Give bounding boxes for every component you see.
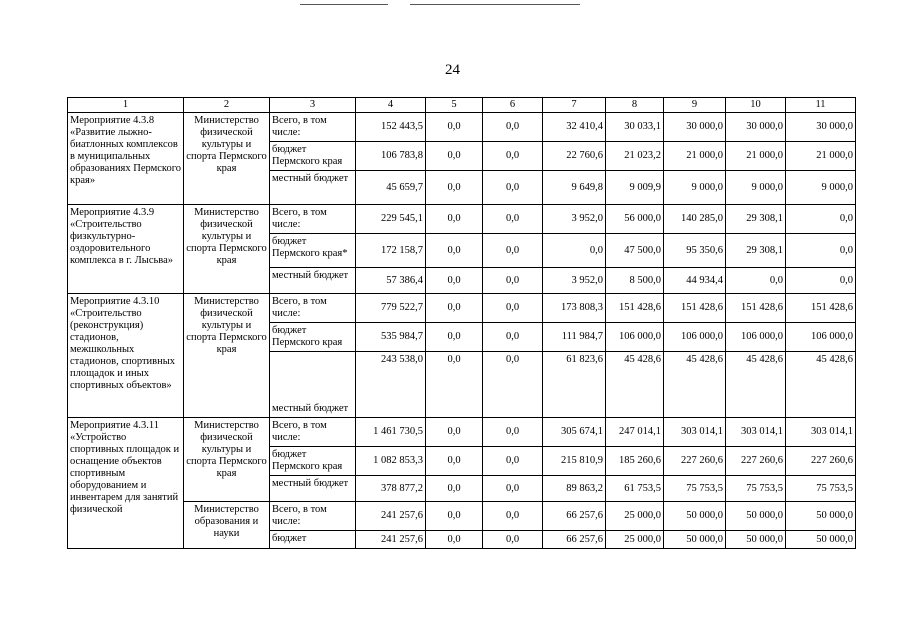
amount-cell: 151 428,6 bbox=[786, 294, 856, 323]
amount-cell: 66 257,6 bbox=[543, 502, 606, 531]
amount-cell: 151 428,6 bbox=[664, 294, 726, 323]
header-cell: 8 bbox=[606, 98, 664, 113]
header-cell: 4 bbox=[356, 98, 426, 113]
funding-source-cell: Всего, в том числе: bbox=[270, 294, 356, 323]
amount-cell: 22 760,6 bbox=[543, 142, 606, 171]
table-row bbox=[68, 294, 856, 323]
amount-cell: 0,0 bbox=[426, 113, 483, 142]
table-row bbox=[68, 418, 856, 447]
amount-cell: 303 014,1 bbox=[726, 418, 786, 447]
amount-cell: 106 000,0 bbox=[606, 323, 664, 352]
amount-cell: 1 082 853,3 bbox=[356, 447, 426, 476]
amount-cell: 215 810,9 bbox=[543, 447, 606, 476]
amount-cell: 0,0 bbox=[426, 234, 483, 268]
amount-cell: 21 023,2 bbox=[606, 142, 664, 171]
amount-cell: 50 000,0 bbox=[786, 531, 856, 549]
amount-cell: 0,0 bbox=[483, 476, 543, 502]
amount-cell: 229 545,1 bbox=[356, 205, 426, 234]
table-row bbox=[68, 502, 856, 531]
funding-source-cell: Всего, в том числе: bbox=[270, 113, 356, 142]
amount-cell: 44 934,4 bbox=[664, 268, 726, 294]
amount-cell: 151 428,6 bbox=[726, 294, 786, 323]
funding-source-cell: местный бюджет bbox=[270, 171, 356, 205]
amount-cell: 0,0 bbox=[483, 447, 543, 476]
amount-cell: 32 410,4 bbox=[543, 113, 606, 142]
table-row bbox=[68, 205, 856, 234]
amount-cell: 1 461 730,5 bbox=[356, 418, 426, 447]
executor-cell: Министерство физической культуры и спорта Пермского края bbox=[184, 418, 270, 502]
amount-cell: 3 952,0 bbox=[543, 205, 606, 234]
amount-cell: 66 257,6 bbox=[543, 531, 606, 549]
header-cell: 7 bbox=[543, 98, 606, 113]
amount-cell: 0,0 bbox=[483, 531, 543, 549]
amount-cell: 0,0 bbox=[483, 205, 543, 234]
amount-cell: 50 000,0 bbox=[664, 531, 726, 549]
amount-cell: 9 649,8 bbox=[543, 171, 606, 205]
amount-cell: 0,0 bbox=[786, 205, 856, 234]
amount-cell: 95 350,6 bbox=[664, 234, 726, 268]
amount-cell: 0,0 bbox=[426, 323, 483, 352]
amount-cell: 89 863,2 bbox=[543, 476, 606, 502]
amount-cell: 30 033,1 bbox=[606, 113, 664, 142]
amount-cell: 30 000,0 bbox=[664, 113, 726, 142]
amount-cell: 111 984,7 bbox=[543, 323, 606, 352]
amount-cell: 57 386,4 bbox=[356, 268, 426, 294]
funding-source-cell: бюджет Пермского края bbox=[270, 323, 356, 352]
amount-cell: 305 674,1 bbox=[543, 418, 606, 447]
funding-source-cell: бюджет Пермского края bbox=[270, 447, 356, 476]
executor-cell: Министерство физической культуры и спорта Пермского края bbox=[184, 294, 270, 418]
amount-cell: 779 522,7 bbox=[356, 294, 426, 323]
amount-cell: 303 014,1 bbox=[786, 418, 856, 447]
header-cell: 5 bbox=[426, 98, 483, 113]
amount-cell: 56 000,0 bbox=[606, 205, 664, 234]
amount-cell: 61 753,5 bbox=[606, 476, 664, 502]
amount-cell: 21 000,0 bbox=[786, 142, 856, 171]
amount-cell: 9 000,0 bbox=[726, 171, 786, 205]
amount-cell: 535 984,7 bbox=[356, 323, 426, 352]
amount-cell: 185 260,6 bbox=[606, 447, 664, 476]
amount-cell: 50 000,0 bbox=[726, 502, 786, 531]
amount-cell: 30 000,0 bbox=[786, 113, 856, 142]
amount-cell: 45 428,6 bbox=[606, 352, 664, 418]
amount-cell: 61 823,6 bbox=[543, 352, 606, 418]
amount-cell: 25 000,0 bbox=[606, 531, 664, 549]
amount-cell: 50 000,0 bbox=[726, 531, 786, 549]
amount-cell: 21 000,0 bbox=[664, 142, 726, 171]
amount-cell: 45 659,7 bbox=[356, 171, 426, 205]
amount-cell: 0,0 bbox=[426, 502, 483, 531]
amount-cell: 0,0 bbox=[483, 418, 543, 447]
amount-cell: 140 285,0 bbox=[664, 205, 726, 234]
amount-cell: 0,0 bbox=[483, 323, 543, 352]
funding-source-cell: местный бюджет bbox=[270, 268, 356, 294]
funding-source-cell: бюджет Пермского края* bbox=[270, 234, 356, 268]
amount-cell: 0,0 bbox=[543, 234, 606, 268]
amount-cell: 0,0 bbox=[483, 171, 543, 205]
amount-cell: 241 257,6 bbox=[356, 531, 426, 549]
header-cell: 3 bbox=[270, 98, 356, 113]
amount-cell: 0,0 bbox=[426, 205, 483, 234]
header-cell: 11 bbox=[786, 98, 856, 113]
funding-source-cell: Всего, в том числе: bbox=[270, 205, 356, 234]
amount-cell: 152 443,5 bbox=[356, 113, 426, 142]
amount-cell: 0,0 bbox=[786, 234, 856, 268]
executor-cell: Министерство физической культуры и спорта Пермского края bbox=[184, 205, 270, 294]
page-number: 24 bbox=[445, 62, 460, 78]
activity-name-cell: Мероприятие 4.3.11 «Устройство спортивных площадок и оснащение объектов спортивным оборудованием и инвентарем для занятий физической bbox=[68, 418, 184, 549]
amount-cell: 8 500,0 bbox=[606, 268, 664, 294]
amount-cell: 378 877,2 bbox=[356, 476, 426, 502]
amount-cell: 0,0 bbox=[483, 142, 543, 171]
amount-cell: 247 014,1 bbox=[606, 418, 664, 447]
amount-cell: 75 753,5 bbox=[664, 476, 726, 502]
amount-cell: 29 308,1 bbox=[726, 205, 786, 234]
amount-cell: 75 753,5 bbox=[786, 476, 856, 502]
funding-source-cell: местный бюджет bbox=[270, 352, 356, 418]
header-cell: 1 bbox=[68, 98, 184, 113]
amount-cell: 45 428,6 bbox=[786, 352, 856, 418]
amount-cell: 106 000,0 bbox=[726, 323, 786, 352]
amount-cell: 0,0 bbox=[426, 531, 483, 549]
amount-cell: 50 000,0 bbox=[664, 502, 726, 531]
amount-cell: 47 500,0 bbox=[606, 234, 664, 268]
funding-source-cell: местный бюджет bbox=[270, 476, 356, 502]
amount-cell: 0,0 bbox=[426, 418, 483, 447]
amount-cell: 45 428,6 bbox=[726, 352, 786, 418]
amount-cell: 303 014,1 bbox=[664, 418, 726, 447]
amount-cell: 0,0 bbox=[786, 268, 856, 294]
amount-cell: 0,0 bbox=[483, 113, 543, 142]
amount-cell: 0,0 bbox=[426, 447, 483, 476]
amount-cell: 227 260,6 bbox=[726, 447, 786, 476]
header-cell: 9 bbox=[664, 98, 726, 113]
amount-cell: 30 000,0 bbox=[726, 113, 786, 142]
amount-cell: 106 000,0 bbox=[664, 323, 726, 352]
amount-cell: 9 000,0 bbox=[664, 171, 726, 205]
amount-cell: 9 000,0 bbox=[786, 171, 856, 205]
activity-name-cell: Мероприятие 4.3.8 «Развитие лыжно-биатлонных комплексов в муниципальных образованиях Пермского края» bbox=[68, 113, 184, 205]
amount-cell: 151 428,6 bbox=[606, 294, 664, 323]
amount-cell: 0,0 bbox=[426, 352, 483, 418]
activity-name-cell: Мероприятие 4.3.9 «Строительство физкультурно-оздоровительного комплекса в г. Лысьва» bbox=[68, 205, 184, 294]
amount-cell: 45 428,6 bbox=[664, 352, 726, 418]
amount-cell: 0,0 bbox=[426, 142, 483, 171]
amount-cell: 0,0 bbox=[426, 268, 483, 294]
amount-cell: 3 952,0 bbox=[543, 268, 606, 294]
amount-cell: 0,0 bbox=[426, 171, 483, 205]
amount-cell: 0,0 bbox=[483, 294, 543, 323]
executor-cell: Министерство образования и науки bbox=[184, 502, 270, 549]
amount-cell: 227 260,6 bbox=[664, 447, 726, 476]
amount-cell: 227 260,6 bbox=[786, 447, 856, 476]
amount-cell: 243 538,0 bbox=[356, 352, 426, 418]
amount-cell: 9 009,9 bbox=[606, 171, 664, 205]
funding-source-cell: Всего, в том числе: bbox=[270, 502, 356, 531]
header-cell: 2 bbox=[184, 98, 270, 113]
amount-cell: 25 000,0 bbox=[606, 502, 664, 531]
amount-cell: 172 158,7 bbox=[356, 234, 426, 268]
amount-cell: 75 753,5 bbox=[726, 476, 786, 502]
amount-cell: 106 000,0 bbox=[786, 323, 856, 352]
funding-source-cell: Всего, в том числе: bbox=[270, 418, 356, 447]
amount-cell: 29 308,1 bbox=[726, 234, 786, 268]
amount-cell: 241 257,6 bbox=[356, 502, 426, 531]
top-rule-left bbox=[300, 4, 388, 5]
funding-source-cell: бюджет Пермского края bbox=[270, 142, 356, 171]
header-cell: 6 bbox=[483, 98, 543, 113]
table-row bbox=[68, 113, 856, 142]
amount-cell: 106 783,8 bbox=[356, 142, 426, 171]
amount-cell: 0,0 bbox=[426, 294, 483, 323]
amount-cell: 0,0 bbox=[426, 476, 483, 502]
amount-cell: 0,0 bbox=[483, 352, 543, 418]
funding-source-cell: бюджет bbox=[270, 531, 356, 549]
amount-cell: 21 000,0 bbox=[726, 142, 786, 171]
amount-cell: 0,0 bbox=[726, 268, 786, 294]
amount-cell: 0,0 bbox=[483, 234, 543, 268]
executor-cell: Министерство физической культуры и спорта Пермского края bbox=[184, 113, 270, 205]
amount-cell: 0,0 bbox=[483, 268, 543, 294]
amount-cell: 0,0 bbox=[483, 502, 543, 531]
amount-cell: 50 000,0 bbox=[786, 502, 856, 531]
header-cell: 10 bbox=[726, 98, 786, 113]
header-row bbox=[68, 98, 856, 113]
budget-table bbox=[67, 97, 856, 549]
top-rule-right bbox=[410, 4, 580, 5]
activity-name-cell: Мероприятие 4.3.10 «Строительство (реконструкция) стадионов, межшкольных стадионов, спортивных площадок и иных спортивных объектов» bbox=[68, 294, 184, 418]
amount-cell: 173 808,3 bbox=[543, 294, 606, 323]
